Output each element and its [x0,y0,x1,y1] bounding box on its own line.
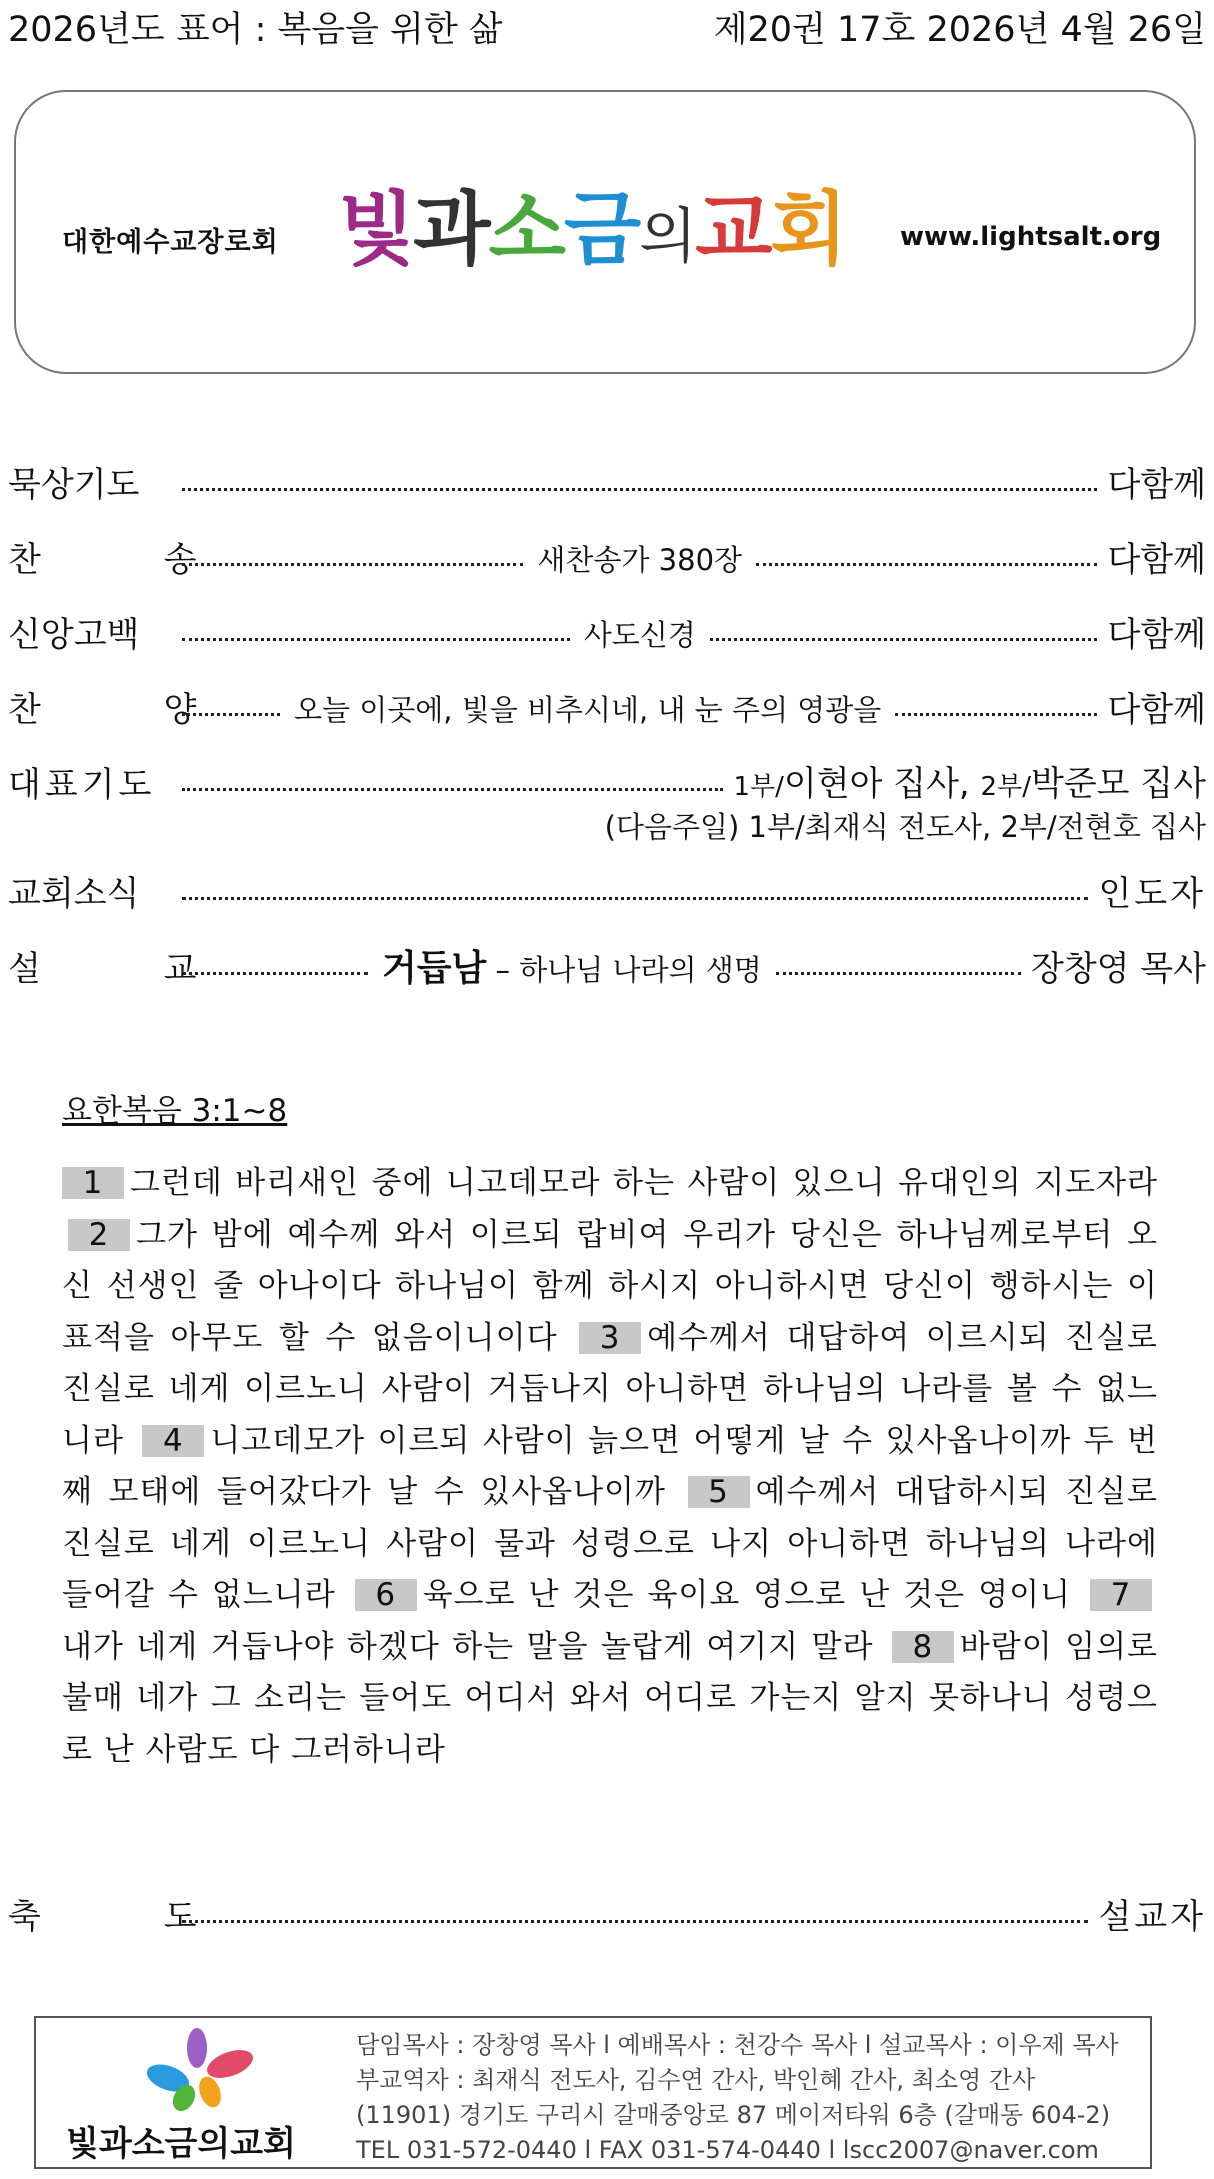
logo-char: 회 [770,183,846,276]
leader-dots [182,563,523,566]
order-item-silent-prayer [8,460,1206,510]
footer-contact-line: TEL 031-572-0440 l FAX 031-574-0440 l lscc2007@naver.com [356,2136,1099,2164]
order-label: 찬 송 [8,540,253,580]
leader-dots [182,972,368,975]
church-info-footer [34,2016,1152,2169]
order-label: 신앙고백 [8,615,140,655]
order-leader: 설교자 [1098,1897,1206,1937]
order-leader: 인도자 [1098,874,1206,914]
order-item-hymn [8,535,1206,585]
order-label: 찬 양 [8,690,253,730]
benediction-row [8,1892,1206,1967]
service-1-prefix: 1부/ [733,771,784,802]
order-leader: 다함께 [1107,615,1207,655]
verse-text: 내가 네게 거듭나야 하겠다 하는 말을 놀랍게 여기지 말라 [62,1628,886,1665]
sermon-title-group [378,944,766,995]
order-content: 새찬송가 380장 [537,543,743,577]
order-leader [733,759,1206,812]
verse-text: 니고데모가 이르되 사람이 늙으면 어떻게 날 수 있사옵나이까 두 번째 모태에 들어갔다가 날 수 있사옵나이까 [62,1422,1158,1510]
order-label: 설 교 [8,949,253,989]
order-label: 대표기도 [8,765,156,805]
footer-staff-line: 담임목사 : 장창영 목사 l 예배목사 : 천강수 목사 l 설교목사 : 이우제 목사 [356,2031,1119,2059]
logo-char: 금 [563,183,640,276]
order-item-representative-prayer [8,760,1206,810]
scripture-reference: 요한복음 3:1~8 [62,1093,288,1129]
order-leader: 다함께 [1107,465,1206,505]
flower-petal [187,2028,207,2068]
order-label: 축 도 [8,1897,253,1937]
leader-dots [182,897,1088,900]
service-2-prefix: 2부/ [980,771,1031,802]
church-logo-wordmark [338,180,846,287]
verse-text: 예수께서 대답하시되 진실로 진실로 네게 이르노니 사람이 물과 성령으로 나지 아니하면 하나님의 나라에 들어갈 수 없느니라 [62,1474,1158,1613]
logo-char: 빛 [338,183,414,276]
order-content: 오늘 이곳에, 빛을 비추시네, 내 눈 주의 영광을 [294,693,882,727]
church-flower-logo-icon [132,2026,262,2116]
leader-dots [182,713,280,716]
next-week-prayer: (다음주일) 1부/최재식 전도사, 2부/전현호 집사 [604,810,1206,844]
preacher: 장창영 목사 [1030,949,1206,989]
sermon-title: 거듭남 [382,947,487,989]
order-leader: 다함께 [1107,690,1206,730]
leader-dots [182,638,570,641]
verse-number: 5 [688,1476,750,1508]
order-item-benediction [8,1892,1206,1942]
leader-dots [182,488,1097,491]
sermon-subtitle: – 하나님 나라의 생명 [495,952,762,987]
leader-dots [895,713,1097,716]
verse-text: 예수께서 대답하여 이르시되 진실로 진실로 네게 이르노니 사람이 거듭나지 아니하면 하나님의 나라를 볼 수 없느니라 [62,1319,1158,1459]
order-of-worship [8,460,1206,1019]
logo-char: 교 [695,183,771,276]
logo-char: 소 [488,183,564,276]
verse-number: 1 [62,1167,124,1199]
order-leader: 다함께 [1107,540,1206,580]
verse-number: 4 [142,1425,204,1457]
verse-text: 바람이 임의로 불매 네가 그 소리는 들어도 어디서 와서 어디로 가는지 알지 못하나니 성령으로 난 사람도 다 그러하니라 [62,1628,1158,1768]
denomination: 대한예수교장로회 [62,227,279,258]
leader-dots [756,563,1097,566]
order-label: 묵상기도 [8,465,140,505]
logo-char: 의 [639,202,696,272]
order-content: 사도신경 [583,618,696,652]
verse-number: 7 [1090,1579,1152,1611]
verse-number: 3 [579,1322,641,1354]
verse-number: 2 [68,1219,130,1251]
logo-char: 과 [413,183,489,276]
footer-address-line: (11901) 경기도 구리시 갈매중앙로 87 메이저타워 6층 (갈매동 604-2) [356,2101,1111,2129]
scripture-text [62,1158,1158,1776]
website-link[interactable]: www.lightsalt.org [900,222,1162,252]
flower-petal [195,2074,225,2111]
verse-text: 그런데 바리새인 중에 니고데모라 하는 사람이 있으니 유대인의 지도자라 [130,1165,1158,1201]
verse-number: 8 [892,1631,954,1663]
verse-number: 6 [355,1579,417,1611]
scripture-passage [62,1085,1158,1776]
flower-petal [203,2045,256,2084]
footer-contact-info [356,2028,1119,2168]
footer-ministers-line: 부교역자 : 최재식 전도사, 김수연 간사, 박인혜 간사, 최소영 간사 [356,2066,1036,2094]
order-item-praise [8,685,1206,735]
service-1-name: 이현아 집사, [783,763,970,804]
order-item-creed [8,610,1206,660]
verse-text: 육으로 난 것은 육이요 영으로 난 것은 영이니 [422,1577,1085,1613]
service-2-name: 박준모 집사 [1030,763,1206,804]
leader-dots [710,638,1098,641]
order-item-announcements [8,869,1206,919]
year-theme: 2026년도 표어 : 복음을 위한 삶 [8,10,503,50]
footer-logo-text: 빛과소금의교회 [66,2124,296,2164]
verse-text: 그가 밤에 예수께 와서 이르되 랍비여 우리가 당신은 하나님께로부터 오신 선생인 줄 아나이다 하나님이 함께 하시지 아니하시면 당신이 행하시는 이 표적을 아무도 할 수 없음이니이다 [62,1216,1158,1356]
leader-dots [776,972,1021,975]
issue-info: 제20권 17호 2026년 4월 26일 [713,10,1206,50]
church-banner [14,90,1196,374]
leader-dots [182,788,723,791]
leader-dots [182,1920,1088,1923]
order-item-sermon [8,944,1206,994]
order-label: 교회소식 [8,874,140,914]
